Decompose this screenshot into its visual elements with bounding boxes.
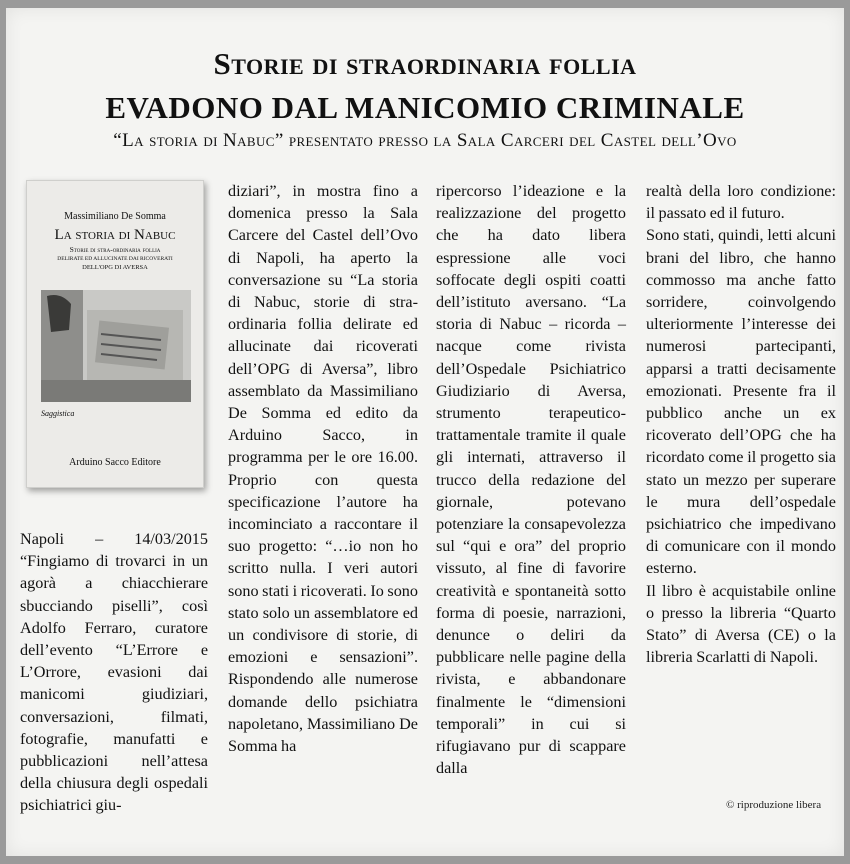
column-2-text: diziari”, in mostra fino a domenica presso la Sala Carcere del Castel dell’Ovo di Napoli, ha aperto la conversazione su “La storia di Nabuc, storie di stra-ordinaria follia delirate ed allucinate dai ricoverati dell’OPG di Aversa”, libro assemblato da Massimiliano De Somma ed edito da Arduino Sacco, in programma per le ore 16.00. Proprio con questa specificazione l’autore ha incominciato a raccontare il suo progetto: “…io non ho scritto nulla. I veri autori sono stati i ricoverati. Io sono stato solo un assemblatore ed un condivisore di storie, di emozioni e sensazioni”. Rispondendo alle numerose domande dello psichiatra napoletano, Massimiliano De Somma ha — [228, 182, 418, 756]
subtitle: “La storia di Nabuc” presentato presso la Sala Carceri del Castel dell’Ovo — [113, 130, 737, 151]
book-series: Saggistica — [41, 409, 75, 418]
book-author: Massimiliano De Somma — [64, 211, 166, 222]
column-1-text: Napoli – 14/03/2015 “Fingiamo di trovarci in un agorà a chiacchierare sbucciando piselli”, così Adolfo Ferraro, curatore dell’evento “L’Errore e L’Orrore, evasioni dai manicomi giudiziari, conversazioni, filmati, fotografie, manufatti e pubblicazioni nell’attesa della chiusura degli ospedali psichiatrici giu- — [20, 530, 208, 815]
book-subtitle-3: DELL'OPG DI AVERSA — [82, 264, 148, 271]
copyright-notice: © riproduzione libera — [726, 799, 822, 811]
book-title: La storia di Nabuc — [54, 227, 176, 243]
article-column-2 — [228, 180, 418, 757]
column-4-text: realtà della loro condizione: il passato ed il futuro. Sono stati, quindi, letti alcuni brani del libro, che hanno commosso ma anche fatto sorridere, coinvolgendo ulteriormente l’interesse dei numerosi partecipanti, apparsi a tratti decisamente emozionati. Presente fra il pubblico anche un ex ricoverato dell’OPG che ha ricordato come il progetto sia stato un mezzo per superare le mura dell’ospedale psichiatrico che impedivano di comunicare con il mondo esterno. Il libro è acquistabile online o presso la libreria “Quarto Stato” di Aversa (CE) o la libreria Scarlatti di Napoli. — [646, 182, 836, 667]
headline-line-2: EVADONO DAL MANICOMIO CRIMINALE — [105, 90, 745, 125]
column-3-text: ripercorso l’ideazione e la realizzazione del progetto che ha dato libera espressione alle voci soffocate degli ospiti coatti dell’istituto aversano. “La storia di Nabuc – ricorda – nacque come rivista dell’Ospedale Psichiatrico Giudiziario di Aversa, strumento terapeutico-trattamentale tramite il quale gli internati, attraverso il trucco della redazione del giornale, potevano potenziare la consapevolezza sul “qui e ora” del proprio vissuto, al fine di favorire creatività e spontaneità sotto forma di poesie, narrazioni, denunce o deliri da pubblicare nelle pagine della rivista, e abbandonare finalmente le “dimensioni temporali” in cui si rifugiavano pur di scappare dalla — [436, 182, 626, 778]
article-column-4 — [646, 180, 836, 668]
cover-photo — [41, 290, 191, 402]
book-subtitle: Storie di stra-ordinaria follia — [69, 245, 161, 254]
headline-line-1: Storie di straordinaria follia — [213, 46, 637, 81]
book-publisher: Arduino Sacco Editore — [69, 457, 161, 468]
book-cover-image — [26, 180, 204, 488]
article-column-1 — [20, 528, 208, 817]
article-column-3 — [436, 180, 626, 779]
book-subtitle-2: DELIRATE ED ALLUCINATE DAI RICOVERATI — [57, 256, 173, 262]
